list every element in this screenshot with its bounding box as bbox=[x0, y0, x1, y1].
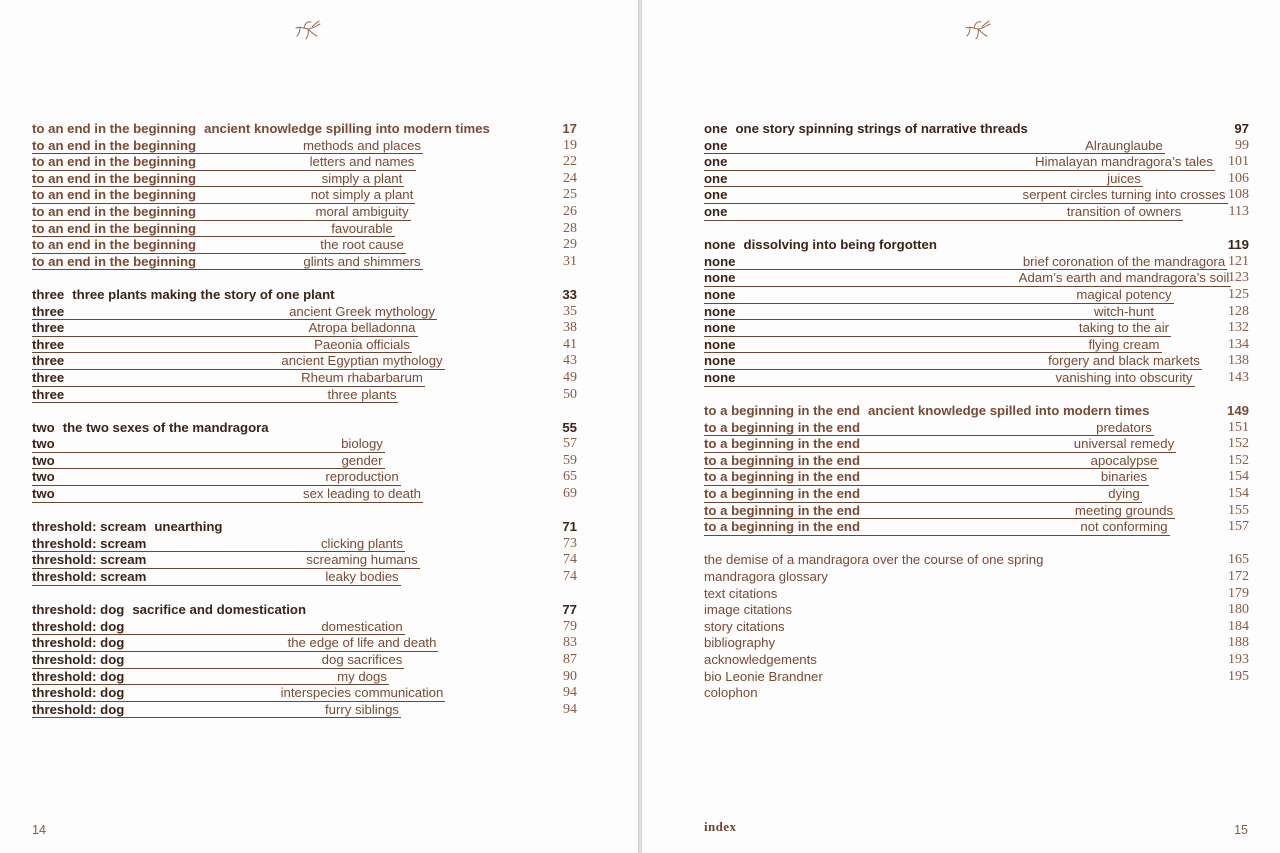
entry-title[interactable]: Alraunglaube bbox=[1085, 137, 1163, 153]
part-label: to a beginning in the end bbox=[704, 519, 861, 535]
toc-row bbox=[32, 337, 577, 354]
toc-row bbox=[32, 635, 577, 652]
section-heading[interactable]: one story spinning strings of narrative threads bbox=[735, 121, 1028, 136]
entry-title[interactable]: methods and places bbox=[302, 137, 422, 153]
toc-row bbox=[32, 519, 577, 536]
page-ref[interactable]: 152 bbox=[1228, 452, 1249, 468]
part-label: three bbox=[32, 336, 65, 352]
toc-row bbox=[704, 320, 1249, 337]
toc-row bbox=[32, 320, 577, 337]
entry-title[interactable]: gender bbox=[341, 452, 383, 468]
entry-underline bbox=[704, 386, 1195, 387]
page-ref[interactable]: 121 bbox=[1228, 253, 1249, 269]
part-label: threshold: dog bbox=[32, 618, 125, 634]
entry-title[interactable]: simply a plant bbox=[321, 170, 403, 186]
page-ref[interactable]: 155 bbox=[1228, 502, 1249, 518]
entry-title[interactable]: my dogs bbox=[337, 668, 387, 684]
back-matter-row bbox=[704, 569, 1249, 586]
part-label: three bbox=[32, 320, 65, 336]
entry-underline bbox=[32, 402, 398, 403]
part-label: threshold: dog bbox=[32, 635, 125, 651]
entry-title[interactable]: biology bbox=[341, 436, 383, 452]
part-label: to an end in the beginning bbox=[32, 237, 197, 253]
entry-title[interactable]: not simply a plant bbox=[310, 187, 414, 203]
toc-row bbox=[32, 387, 577, 404]
back-matter-row bbox=[704, 652, 1249, 669]
part-label: threshold: dog bbox=[32, 652, 125, 667]
toc-row bbox=[704, 154, 1249, 171]
page-ref[interactable]: 154 bbox=[1228, 486, 1249, 502]
toc-row bbox=[704, 270, 1249, 287]
part-label: one bbox=[704, 187, 728, 203]
entry-title[interactable]: the root cause bbox=[320, 237, 404, 253]
part-label: threshold: dog bbox=[32, 602, 125, 618]
page-ref[interactable]: 138 bbox=[1228, 353, 1249, 369]
back-matter-row bbox=[704, 586, 1249, 603]
back-matter-title[interactable]: bibliography bbox=[704, 635, 776, 651]
toc-row bbox=[704, 138, 1249, 155]
page-ref[interactable]: 125 bbox=[1228, 286, 1249, 302]
part-label: to a beginning in the end bbox=[704, 502, 861, 518]
entry-title[interactable]: Adam’s earth and mandragora’s soil bbox=[1018, 270, 1230, 286]
toc-row bbox=[32, 420, 577, 437]
part-label: to a beginning in the end bbox=[704, 403, 861, 419]
part-label: two bbox=[32, 452, 55, 468]
toc-row bbox=[32, 486, 577, 503]
part-label: threshold: dog bbox=[32, 668, 125, 684]
page-ref[interactable]: 193 bbox=[1228, 652, 1249, 667]
entry-title[interactable]: favourable bbox=[331, 220, 393, 236]
page-ref[interactable]: 113 bbox=[1228, 203, 1249, 219]
toc-row bbox=[704, 353, 1249, 370]
page-ref[interactable]: 188 bbox=[1228, 635, 1249, 651]
mandrake-root-ornament-icon bbox=[294, 18, 322, 40]
toc-row bbox=[704, 403, 1249, 420]
page-ref[interactable]: 28 bbox=[563, 220, 577, 236]
part-label: none bbox=[704, 320, 736, 336]
entry-title[interactable]: vanishing into obscurity bbox=[1055, 369, 1193, 385]
page-ref[interactable]: 152 bbox=[1228, 436, 1249, 452]
back-matter-title[interactable]: the demise of a mandragora over the course of one spring bbox=[704, 552, 1044, 568]
entry-title[interactable]: glints and shimmers bbox=[303, 253, 421, 269]
part-label: to a beginning in the end bbox=[704, 469, 861, 485]
toc-section bbox=[704, 237, 1249, 386]
page-ref[interactable]: 154 bbox=[1228, 469, 1249, 485]
part-label: threshold: scream bbox=[32, 535, 147, 551]
entry-title[interactable]: letters and names bbox=[309, 154, 415, 170]
entry-title[interactable]: furry siblings bbox=[324, 701, 400, 717]
toc-row bbox=[32, 138, 577, 155]
toc-row bbox=[32, 453, 577, 470]
part-label: two bbox=[32, 419, 55, 435]
page-ref[interactable]: 143 bbox=[1228, 369, 1249, 385]
toc-row bbox=[704, 304, 1249, 321]
part-label: none bbox=[704, 369, 736, 385]
page-number-right: 15 bbox=[1234, 823, 1248, 837]
entry-title[interactable]: moral ambiguity bbox=[315, 203, 409, 219]
toc-row bbox=[704, 420, 1249, 437]
toc-row bbox=[32, 685, 577, 702]
page-ref[interactable]: 29 bbox=[563, 237, 577, 253]
page-ref[interactable]: 128 bbox=[1228, 303, 1249, 319]
entry-title[interactable]: serpent circles turning into crosses bbox=[1022, 187, 1226, 203]
toc-row bbox=[32, 536, 577, 553]
page-ref[interactable]: 41 bbox=[563, 336, 577, 352]
part-label: to a beginning in the end bbox=[704, 419, 861, 435]
entry-title[interactable]: Himalayan mandragora’s tales bbox=[1035, 154, 1213, 170]
toc-row bbox=[32, 204, 577, 221]
entry-underline bbox=[32, 717, 401, 718]
entry-title[interactable]: apocalypse bbox=[1090, 452, 1158, 468]
page-ref[interactable]: 195 bbox=[1228, 668, 1249, 684]
page-ref[interactable]: 74 bbox=[563, 552, 577, 568]
entry-title[interactable]: sex leading to death bbox=[302, 486, 422, 502]
entry-title[interactable]: Atropa belladonna bbox=[308, 320, 416, 336]
section-heading[interactable]: dissolving into being forgotten bbox=[743, 237, 937, 253]
toc-row bbox=[704, 503, 1249, 520]
toc-row bbox=[704, 436, 1249, 453]
part-label: three bbox=[32, 369, 65, 385]
toc-row bbox=[32, 569, 577, 586]
toc-section bbox=[32, 519, 577, 585]
toc-row bbox=[32, 237, 577, 254]
entry-title[interactable]: predators bbox=[1096, 419, 1152, 435]
part-label: threshold: dog bbox=[32, 685, 125, 701]
part-label: two bbox=[32, 469, 55, 485]
toc-row bbox=[32, 121, 577, 138]
toc-row bbox=[32, 552, 577, 569]
entry-title[interactable]: universal remedy bbox=[1073, 436, 1175, 452]
part-label: to an end in the beginning bbox=[32, 253, 197, 269]
back-matter-title[interactable]: image citations bbox=[704, 602, 792, 618]
toc-row bbox=[32, 353, 577, 370]
page-ref[interactable]: 99 bbox=[1235, 137, 1249, 153]
part-label: one bbox=[704, 121, 728, 136]
entry-title[interactable]: meeting grounds bbox=[1074, 502, 1174, 518]
back-matter-row bbox=[704, 685, 1249, 702]
toc-row bbox=[704, 121, 1249, 138]
entry-title[interactable]: reproduction bbox=[325, 469, 399, 485]
part-label: three bbox=[32, 386, 65, 402]
running-title: index bbox=[704, 819, 737, 834]
page-ref[interactable]: 19 bbox=[563, 137, 577, 153]
page-ref[interactable]: 25 bbox=[563, 187, 577, 203]
entry-title[interactable]: clicking plants bbox=[320, 535, 404, 551]
page-ref[interactable]: 83 bbox=[563, 635, 577, 651]
entry-underline bbox=[704, 535, 1170, 536]
entry-underline bbox=[32, 269, 423, 270]
page-ref[interactable]: 94 bbox=[563, 685, 577, 701]
toc-row bbox=[704, 187, 1249, 204]
entry-title[interactable]: interspecies communication bbox=[280, 685, 444, 701]
part-label: threshold: scream bbox=[32, 519, 147, 535]
part-label: to a beginning in the end bbox=[704, 436, 861, 452]
back-matter-title[interactable]: text citations bbox=[704, 585, 778, 601]
section-heading[interactable]: the two sexes of the mandragora bbox=[62, 419, 269, 435]
section-heading[interactable]: sacrifice and domestication bbox=[132, 602, 307, 618]
right-page bbox=[642, 0, 1280, 853]
entry-title[interactable]: ancient Egyptian mythology bbox=[281, 353, 443, 369]
toc-row bbox=[704, 486, 1249, 503]
page-ref[interactable]: 22 bbox=[563, 154, 577, 170]
toc-row bbox=[704, 370, 1249, 387]
page-ref[interactable]: 97 bbox=[1234, 121, 1249, 136]
table-of-contents-right bbox=[704, 121, 1249, 718]
page-ref[interactable]: 59 bbox=[563, 452, 577, 468]
toc-row bbox=[704, 254, 1249, 271]
page-ref[interactable]: 57 bbox=[563, 436, 577, 452]
page-ref[interactable]: 38 bbox=[563, 320, 577, 336]
part-label: to an end in the beginning bbox=[32, 137, 197, 153]
page-ref[interactable]: 24 bbox=[563, 170, 577, 186]
entry-title[interactable]: transition of owners bbox=[1066, 203, 1182, 219]
toc-section bbox=[704, 403, 1249, 536]
page-ref[interactable]: 50 bbox=[563, 386, 577, 402]
entry-title[interactable]: domestication bbox=[321, 618, 403, 634]
toc-row bbox=[32, 187, 577, 204]
back-matter bbox=[704, 552, 1249, 701]
toc-section bbox=[32, 287, 577, 403]
left-page bbox=[0, 0, 638, 853]
toc-row bbox=[32, 304, 577, 321]
back-matter-title[interactable]: bio Leonie Brandner bbox=[704, 668, 823, 684]
page-ref[interactable]: 123 bbox=[1228, 270, 1249, 286]
toc-row bbox=[32, 370, 577, 387]
page-ref[interactable]: 151 bbox=[1228, 419, 1249, 435]
page-ref[interactable]: 90 bbox=[563, 668, 577, 684]
part-label: none bbox=[704, 303, 736, 319]
page-ref[interactable]: 65 bbox=[563, 469, 577, 485]
part-label: to an end in the beginning bbox=[32, 121, 197, 136]
toc-row bbox=[704, 469, 1249, 486]
page-ref[interactable]: 106 bbox=[1228, 170, 1249, 186]
entry-title[interactable]: ancient Greek mythology bbox=[289, 303, 435, 319]
back-matter-row bbox=[704, 552, 1249, 569]
part-label: to an end in the beginning bbox=[32, 170, 197, 186]
back-matter-row bbox=[704, 619, 1249, 636]
part-label: to an end in the beginning bbox=[32, 203, 197, 219]
page-ref[interactable]: 55 bbox=[562, 419, 577, 435]
toc-row bbox=[704, 519, 1249, 536]
toc-row bbox=[32, 619, 577, 636]
page-ref[interactable]: 101 bbox=[1228, 154, 1249, 170]
entry-title[interactable]: leaky bodies bbox=[325, 569, 399, 585]
page-ref[interactable]: 179 bbox=[1228, 585, 1249, 601]
entry-title[interactable]: brief coronation of the mandragora bbox=[1022, 253, 1226, 269]
part-label: none bbox=[704, 286, 736, 302]
part-label: three bbox=[32, 286, 65, 302]
page-ref[interactable]: 17 bbox=[562, 121, 577, 136]
page-number-left: 14 bbox=[32, 823, 46, 837]
toc-row bbox=[32, 287, 577, 304]
page-ref[interactable]: 35 bbox=[563, 303, 577, 319]
toc-section bbox=[32, 602, 577, 718]
part-label: to an end in the beginning bbox=[32, 187, 197, 203]
toc-row bbox=[32, 602, 577, 619]
section-heading[interactable]: three plants making the story of one plant bbox=[72, 286, 335, 302]
page-ref[interactable]: 119 bbox=[1227, 237, 1249, 253]
page-ref[interactable]: 69 bbox=[563, 486, 577, 502]
page-ref[interactable]: 71 bbox=[562, 519, 577, 535]
entry-title[interactable]: magical potency bbox=[1076, 286, 1172, 302]
toc-row bbox=[32, 436, 577, 453]
back-matter-title[interactable]: mandragora glossary bbox=[704, 569, 828, 585]
page-ref[interactable]: 108 bbox=[1228, 187, 1249, 203]
page-ref[interactable]: 73 bbox=[563, 535, 577, 551]
part-label: to a beginning in the end bbox=[704, 452, 861, 468]
entry-title[interactable]: juices bbox=[1107, 170, 1141, 186]
page-ref[interactable]: 26 bbox=[563, 203, 577, 219]
part-label: to a beginning in the end bbox=[704, 486, 861, 502]
toc-row bbox=[32, 469, 577, 486]
entry-title[interactable]: not conforming bbox=[1080, 519, 1168, 535]
page-ref[interactable]: 33 bbox=[562, 286, 577, 302]
back-matter-row bbox=[704, 635, 1249, 652]
page-ref[interactable]: 43 bbox=[563, 353, 577, 369]
page-ref[interactable]: 132 bbox=[1228, 320, 1249, 336]
section-heading[interactable]: ancient knowledge spilled into modern times bbox=[868, 403, 1150, 419]
page-ref[interactable]: 74 bbox=[563, 569, 577, 585]
entry-title[interactable]: Rheum rhabarbarum bbox=[301, 369, 423, 385]
toc-row bbox=[704, 237, 1249, 254]
part-label: two bbox=[32, 436, 55, 452]
toc-row bbox=[32, 702, 577, 719]
toc-row bbox=[704, 287, 1249, 304]
part-label: threshold: scream bbox=[32, 569, 147, 585]
mandrake-root-ornament-icon bbox=[964, 18, 992, 40]
part-label: to an end in the beginning bbox=[32, 154, 197, 170]
entry-title[interactable]: witch-hunt bbox=[1093, 303, 1155, 319]
part-label: threshold: scream bbox=[32, 552, 147, 568]
toc-row bbox=[32, 254, 577, 271]
page-ref[interactable]: 49 bbox=[563, 369, 577, 385]
entry-title[interactable]: flying cream bbox=[1088, 336, 1160, 352]
entry-title[interactable]: the edge of life and death bbox=[287, 635, 437, 651]
part-label: none bbox=[704, 253, 736, 269]
entry-underline bbox=[704, 220, 1183, 221]
toc-row bbox=[704, 204, 1249, 221]
part-label: three bbox=[32, 353, 65, 369]
toc-row bbox=[32, 652, 577, 669]
back-matter-title[interactable]: story citations bbox=[704, 618, 785, 634]
part-label: one bbox=[704, 170, 728, 186]
section-heading[interactable]: ancient knowledge spilling into modern times bbox=[204, 121, 490, 136]
entry-title[interactable]: dying bbox=[1108, 486, 1140, 502]
page-ref[interactable]: 165 bbox=[1228, 552, 1249, 568]
back-matter-title[interactable]: colophon bbox=[704, 685, 758, 701]
part-label: none bbox=[704, 270, 736, 286]
table-of-contents-left bbox=[32, 121, 577, 735]
toc-section bbox=[32, 420, 577, 503]
entry-title[interactable]: binaries bbox=[1100, 469, 1148, 485]
part-label: threshold: dog bbox=[32, 701, 125, 717]
back-matter-title[interactable]: acknowledgements bbox=[704, 652, 817, 667]
entry-title[interactable]: Paeonia officials bbox=[314, 336, 410, 352]
entry-title[interactable]: three plants bbox=[327, 386, 397, 402]
toc-row bbox=[704, 171, 1249, 188]
entry-underline bbox=[32, 585, 401, 586]
page-ref[interactable]: 172 bbox=[1228, 569, 1249, 585]
page-ref[interactable]: 87 bbox=[563, 652, 577, 667]
entry-title[interactable]: taking to the air bbox=[1078, 320, 1170, 336]
toc-section bbox=[32, 121, 577, 270]
part-label: to an end in the beginning bbox=[32, 220, 197, 236]
toc-row bbox=[704, 337, 1249, 354]
page-ref[interactable]: 79 bbox=[563, 618, 577, 634]
part-label: one bbox=[704, 154, 728, 170]
part-label: none bbox=[704, 336, 736, 352]
page-ref[interactable]: 149 bbox=[1226, 403, 1249, 419]
part-label: none bbox=[704, 353, 736, 369]
page-ref[interactable]: 184 bbox=[1228, 618, 1249, 634]
part-label: one bbox=[704, 203, 728, 219]
toc-row bbox=[32, 171, 577, 188]
entry-title[interactable]: forgery and black markets bbox=[1048, 353, 1200, 369]
back-matter-row bbox=[704, 602, 1249, 619]
entry-title[interactable]: dog sacrifices bbox=[321, 652, 403, 667]
toc-section bbox=[704, 121, 1249, 221]
part-label: two bbox=[32, 486, 55, 502]
page-ref[interactable]: 134 bbox=[1228, 336, 1249, 352]
page-ref[interactable]: 31 bbox=[563, 253, 577, 269]
page-ref[interactable]: 157 bbox=[1228, 519, 1249, 535]
entry-underline bbox=[32, 502, 423, 503]
toc-row bbox=[32, 154, 577, 171]
toc-row bbox=[32, 669, 577, 686]
section-heading[interactable]: unearthing bbox=[154, 519, 223, 535]
part-label: none bbox=[704, 237, 736, 253]
part-label: one bbox=[704, 137, 728, 153]
toc-row bbox=[704, 453, 1249, 470]
part-label: three bbox=[32, 303, 65, 319]
page-ref[interactable]: 77 bbox=[562, 602, 577, 618]
toc-row bbox=[32, 221, 577, 238]
page-ref[interactable]: 94 bbox=[563, 701, 577, 717]
entry-title[interactable]: screaming humans bbox=[306, 552, 418, 568]
page-ref[interactable]: 180 bbox=[1228, 602, 1249, 618]
back-matter-row bbox=[704, 669, 1249, 686]
